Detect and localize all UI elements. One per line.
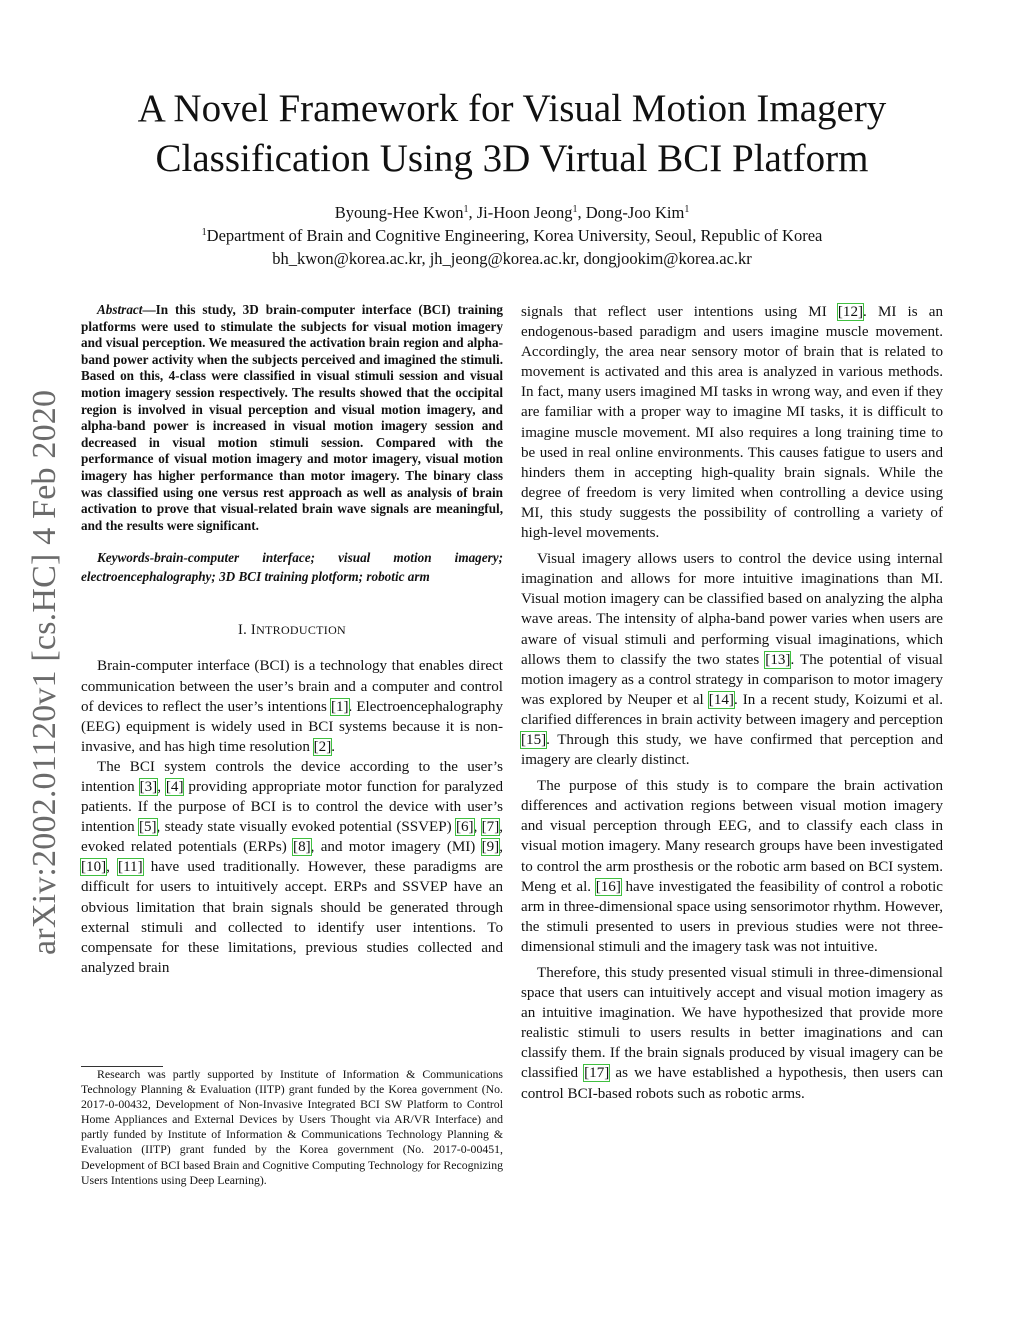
right-paragraph-3: [521, 776, 943, 957]
keywords: Keywords-brain-computer interface; visual motion imagery; electroencephalography; 3D BCI training plotform; robotic arm: [81, 550, 503, 585]
section-number: I. I: [237, 622, 257, 639]
citation-link[interactable]: [12]: [837, 304, 864, 320]
text-run: ,: [499, 839, 503, 856]
citation-link[interactable]: [14]: [708, 691, 734, 708]
text-run: have investigated the feasibility of control a robotic arm in three-dimensional space using sensorimotor rhythm. However, the stimuli presented to users in previous studies were not three-dimensional stimuli and the imagery task was not intuitive.: [521, 878, 943, 955]
citation-link[interactable]: [7]: [481, 819, 500, 836]
section-heading-introduction: [81, 620, 503, 640]
intro-paragraph-1: [81, 656, 503, 756]
affil-mark: 1: [684, 204, 690, 215]
right-column: [521, 302, 943, 1104]
text-run: Brain-computer interface (BCI) is a technology that enables direct communication between the user’s brain and a computer and control of devices to reflect the user’s intentions: [81, 658, 503, 715]
text-run: Therefore, this study presented visual stimuli in three-dimensional space that users can intuitively accept and visual motion imagery as an intuitive imagination. We have hypothesized that provide more realistic stimuli to users results in better imaginations and can classify them. If the brain signals produced by visual imagery can be classified: [521, 965, 943, 1082]
text-run: . In a recent study, Koizumi et al. clarified differences in brain activity between imagery and perception: [521, 691, 943, 728]
author-3: Dong-Joo Kim: [585, 203, 685, 222]
left-column: [81, 302, 503, 978]
abstract-lead: Abstract: [97, 302, 143, 317]
text-run: , steady state visually evoked potential (SSVEP): [156, 819, 456, 836]
citation-link[interactable]: [9]: [481, 839, 500, 856]
text-run: The purpose of this study is to compare the brain activation differences and activation regions between visual motion imagery and visual perception through EEG, and to classify each class in visual motion imagery. Many research groups have been investigated to control the arm prosthesis or the robotic arm based on BCI system. Meng et al.: [521, 778, 943, 895]
abstract: [81, 302, 503, 534]
text-run: , evoked related potentials (ERPs): [81, 819, 504, 856]
arxiv-stamp: arXiv:2002.01120v1 [cs.HC] 4 Feb 2020: [26, 389, 63, 955]
footnote-text: Research was partly supported by Institute of Information & Communications Technology Planning & Evaluation (IITP) grant funded by the Korea government (No. 2017-0-00432, Development of Non-Invasive Integrated BCI SW Platform to Control Home Appliances and External Devices by Users Thought via AR/VR Interface) and partly funded by Institute of Information & Communications Technology Planning & Evaluation (IITP) grant funded by the Korea government (No. 2017-0-00451, Development of BCI based Brain and Cognitive Computing Technology for Recognizing Users Intentions using Deep Learning).: [81, 1067, 503, 1187]
text-run: .: [331, 738, 336, 755]
title-line-1: A Novel Framework for Visual Motion Imagery: [137, 87, 887, 130]
author-block: [90, 201, 934, 270]
text-run: . The potential of visual motion imagery as a control strategy in comparison to motor imagery was explored by Neuper et al: [521, 651, 943, 708]
text-run: ,: [106, 859, 119, 876]
citation-link[interactable]: [11]: [118, 859, 143, 876]
text-run: . Electroencephalography (EEG) equipment is widely used in BCI systems because it is non-invasive, and has high time resolution: [81, 698, 504, 755]
right-paragraph-2: [521, 549, 943, 770]
right-paragraph-1: [521, 302, 943, 543]
citation-link[interactable]: [3]: [139, 778, 158, 795]
citation-link[interactable]: [6]: [455, 819, 474, 836]
affiliation: [90, 224, 934, 247]
text-run: Visual imagery allows users to control the device using internal imagination and allows for more intuitive imaginations than MI. Visual motion imagery can be classified based on analyzing the alpha wave areas. The intensity of alpha-band power varies when users are aware of visual stimuli and performing visual imaginations, which allows them to classify the two states: [521, 551, 943, 668]
citation-link[interactable]: [2]: [313, 738, 332, 755]
text-run: , and motor imagery (MI): [310, 839, 482, 856]
text-run: . Through this study, we have confirmed that perception and imagery are clearly distinct.: [521, 731, 943, 769]
abstract-text: —In this study, 3D brain-computer interface (BCI) training platforms were used to stimulate the subjects for visual motion imagery and visual perception. We measured the activation brain region and alpha-band power activity when the subjects perceived and imagined the stimuli. Based on this, 4-class were classified in visual stimuli session and visual motion imagery session respectively. The results showed that the occipital region is involved in visual perception and visual motion imagery, and alpha-band power is increased in visual motion imagery session and decreased in visual motion stimuli session. Compared with the performance of visual motion imagery and motor imagery, visual motion imagery has higher performance than motor imagery. The binary class was classified using one versus rest approach as well as analysis of brain activation to prove that visual-related brain wave signals are meaningful, and the results were significant.: [81, 302, 503, 533]
citation-link[interactable]: [5]: [138, 819, 157, 836]
right-paragraph-4: [521, 963, 943, 1104]
citation-link[interactable]: [8]: [293, 839, 311, 856]
intro-paragraph-2: [81, 757, 503, 978]
text-run: as we have established a hypothesis, then users can control BCI-based robots such as robotic arms.: [521, 1065, 944, 1102]
author-1: Byoung-Hee Kwon: [334, 203, 464, 222]
citation-link[interactable]: [1]: [330, 698, 349, 715]
affiliation-text: Department of Brain and Cognitive Engineering, Korea University, Seoul, Republic of Korea: [206, 226, 823, 245]
text-run: have used traditionally. However, these paradigms are difficult for users to intuitively accept. ERPs and SSVEP have an obvious limitation that brain signals should be generated through external stimuli and collected to identify user intentions. To compensate for these limitations, previous studies collected and analyzed brain: [81, 859, 503, 976]
citation-link[interactable]: [4]: [165, 778, 184, 795]
author-emails: bh_kwon@korea.ac.kr, jh_jeong@korea.ac.kr, dongjookim@korea.ac.kr: [272, 249, 752, 268]
funding-footnote: [81, 1066, 503, 1188]
text-run: . MI is an endogenous-based paradigm and users imagine muscle movement. Accordingly, the area near sensory motor of brain that is related to movement is activated and this area is analyzed in various methods. In fact, many users imagined MI tasks in wrong way, and even if they are familiar with a proper way to imagine MI tasks, it is difficult to imagine muscle movement. MI also requires a long training time to be used in real online environments. This causes fatigue to users and hinders them in accepting high-quality brain signals. While the degree of freedom is very limited when controlling a device using MI, this study suggests the possibility of controlling a variety of high-level movements.: [521, 304, 943, 542]
text-run: signals that reflect user intentions using MI: [521, 304, 838, 320]
author-2: Ji-Hoon Jeong: [476, 203, 573, 222]
affil-mark: 1: [463, 204, 469, 215]
section-title: NTRODUCTION: [256, 623, 347, 638]
citation-link[interactable]: [15]: [521, 731, 547, 748]
text-run: ,: [157, 778, 166, 795]
affil-mark: 1: [201, 227, 207, 238]
affil-mark: 1: [572, 204, 578, 215]
text-run: providing appropriate motor function for paralyzed patients. If the purpose of BCI is to control the device with user’s intention: [81, 778, 503, 836]
citation-link[interactable]: [10]: [81, 859, 107, 876]
paper-title: [90, 84, 934, 184]
citation-link[interactable]: [17]: [584, 1065, 610, 1082]
text-run: The BCI system controls the device according to the user’s intention: [81, 758, 503, 795]
title-line-2: Classification Using 3D Virtual BCI Platform: [155, 137, 869, 180]
citation-link[interactable]: [13]: [765, 651, 791, 668]
text-run: ,: [473, 819, 482, 836]
author-names: Byoung-Hee Kwon$^1$, Ji-Hoon Jeong$^1$, Dong-Joo Kim$^1$: [334, 203, 690, 222]
citation-link[interactable]: [16]: [595, 878, 621, 895]
